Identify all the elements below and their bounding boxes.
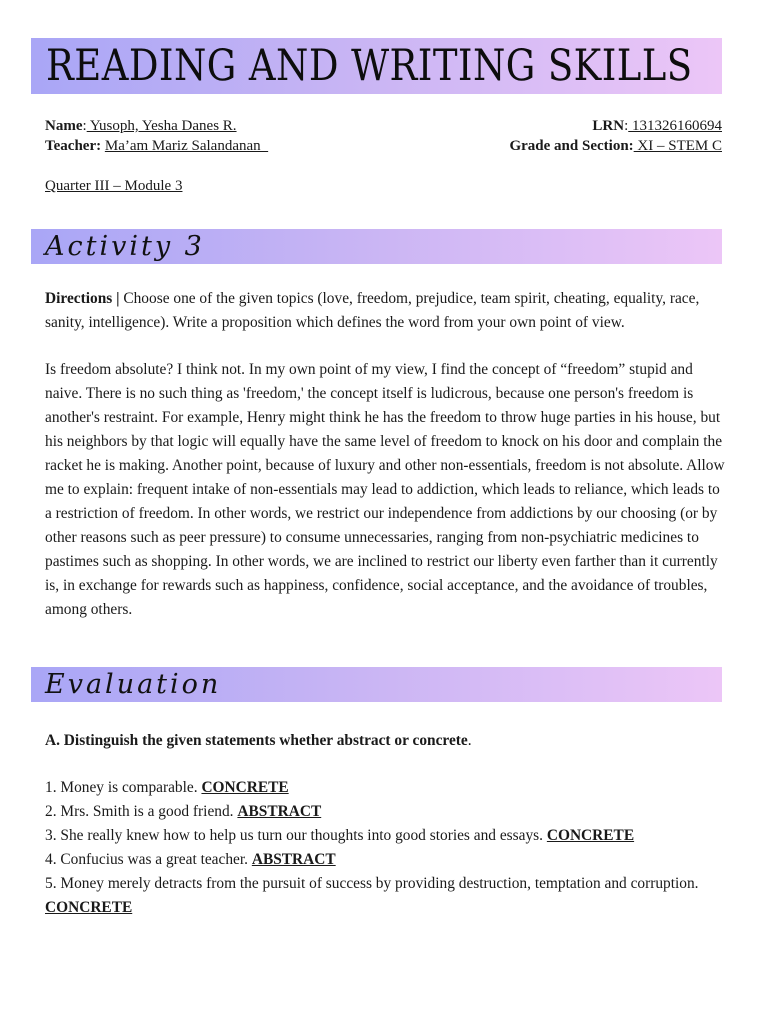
evaluation-instruction-end: . <box>467 732 472 749</box>
evaluation-instruction <box>45 729 472 753</box>
item-answer: CONCRETE <box>45 899 133 916</box>
activity-heading: Activity 3 <box>45 231 205 262</box>
grade-label: Grade and Section: <box>509 138 634 154</box>
item-text: 1. Money is comparable. <box>45 779 202 796</box>
item-text: 2. Mrs. Smith is a good friend. <box>45 803 238 820</box>
item-answer: CONCRETE <box>201 779 289 796</box>
evaluation-banner <box>31 667 722 702</box>
list-item <box>45 872 725 920</box>
evaluation-instruction-text: A. Distinguish the given statements whether abstract or concrete <box>45 732 468 749</box>
quarter-module: Quarter III – Module 3 <box>45 178 183 194</box>
teacher-value: Ma’am Mariz Salandanan <box>104 138 269 154</box>
item-answer: ABSTRACT <box>237 803 322 820</box>
item-text: 4. Confucius was a great teacher. <box>45 851 252 868</box>
lrn-row: LRN: 131326160694 <box>592 118 722 134</box>
list-item <box>45 824 725 848</box>
name-value: Yusoph, Yesha Danes R. <box>86 118 237 134</box>
teacher-row <box>45 136 268 156</box>
name-label: Name <box>45 118 83 134</box>
directions <box>45 287 725 335</box>
item-answer: CONCRETE <box>546 827 635 844</box>
title-banner <box>31 38 722 94</box>
grade-row <box>509 136 722 156</box>
lrn-label: LRN <box>592 118 625 134</box>
grade-value: XI – STEM C <box>633 138 722 154</box>
page-title: READING AND WRITING SKILLS <box>46 41 693 91</box>
essay-text: Is freedom absolute? I think not. In my own point of my view, I find the concept of “freedom” stupid and naive. There is no such thing as 'freedom,' the concept itself is ludicrous, because one person's freedom is another's restraint. For example, Henry might think he has the freedom to throw huge parties in his house, but his neighbors by that logic will equally have the same level of freedom to knock on his door and complain the racket he is making. Another point, because of luxury and other non-essentials, freedom is not absolute. Allow me to explain: frequent intake of non-essentials may lead to addiction, which leads to reliance, which leads to a restriction of freedom. In other words, we restrict our independence from addictions by our choosing (or by other reasons such as peer pressure) to consume unnecessaries, ranging from non-psychiatric medicines to pastimes such as shopping. In other words, we are inclined to restrict our liberty even farther than it currently is, in exchange for rewards such as happiness, confidence, social acceptance, and the avoidance of troubles, among others. <box>45 361 725 618</box>
list-item <box>45 848 725 872</box>
teacher-label: Teacher: <box>45 138 102 154</box>
list-item <box>45 800 725 824</box>
activity-banner <box>31 229 722 264</box>
directions-text: Choose one of the given topics (love, freedom, prejudice, team spirit, cheating, equality, race, sanity, intelligence). Write a proposition which defines the word from your own point of view. <box>45 290 700 331</box>
item-answer: ABSTRACT <box>251 851 336 868</box>
evaluation-items <box>45 776 725 920</box>
lrn-value: 131326160694 <box>628 118 722 134</box>
item-text: 3. She really knew how to help us turn our thoughts into good stories and essays. <box>45 827 547 844</box>
evaluation-heading: Evaluation <box>45 669 222 700</box>
list-item <box>45 776 725 800</box>
directions-label: Directions | <box>45 290 120 307</box>
name-row: Name: Yusoph, Yesha Danes R. <box>45 118 237 134</box>
class-info <box>509 116 722 156</box>
student-info <box>45 116 268 156</box>
item-text: 5. Money merely detracts from the pursuit of success by providing destruction, temptation and corruption. <box>45 875 699 892</box>
